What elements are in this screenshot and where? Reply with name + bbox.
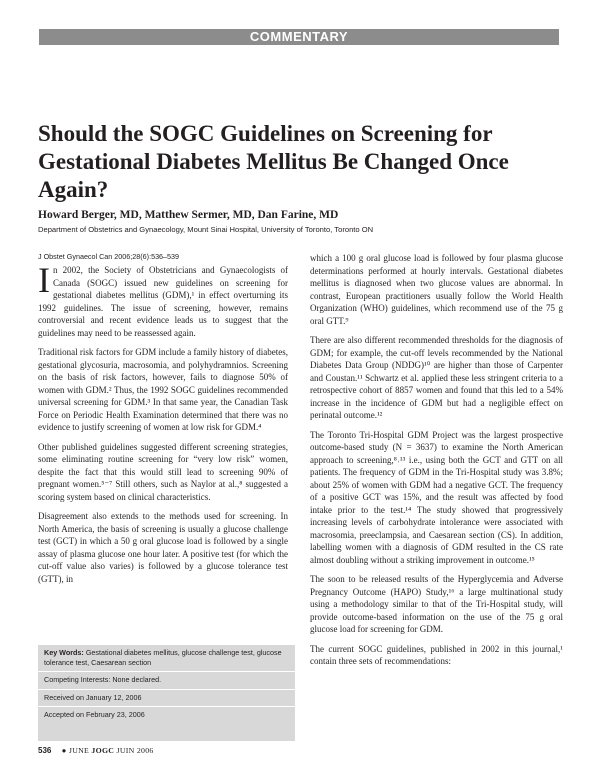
body-paragraph: The Toronto Tri-Hospital GDM Project was the largest prospective outcome-based study (N = 3637) to examine the North American approach to screening,⁸˒¹³ i.e., using both the GCT and GTT on all patients. The frequency of GDM in the Tri-Hospital study was 3.8%; about 25% of women with GDM had a negative GCT. The frequency of a positive GCT was 15%, and the result was affected by food intake prior to the test.¹⁴ The study showed that progressively increasing levels of carbohydrate intolerance were associated with macrosomia, preeclampsia, and Caesarean section (CS). In addition, labelling women with a diagnosis of GDM resulted in the CS rate almost doubling without a striking improvement in outcome.¹⁵ bbox=[310, 429, 563, 565]
keywords-text: Gestational diabetes mellitus, glucose challenge test, glucose tolerance test, Caesarean section bbox=[44, 648, 282, 667]
body-paragraph: Other published guidelines suggested different screening strategies, some eliminating routine screening for “very low risk” women, despite the fact that this would still lead to screening 90% of pregnant women.⁵⁻⁷ Still others, such as Naylor at al.,⁸ suggested a scoring system based on clinical characteristics. bbox=[38, 441, 288, 502]
body-paragraph: There are also different recommended thresholds for the diagnosis of GDM; for example, the cut-off levels recommended by the National Diabetes Data Group (NDDG)¹⁰ are higher than those of Carpenter and Coustan.¹¹ Schwartz et al. applied these less stringent criteria to a retrospective cohort of 8857 women and found that this led to a 54% increase in the incidence of GDM but had a negligible effect on perinatal outcome.¹² bbox=[310, 335, 563, 420]
body-paragraph: Disagreement also extends to the methods used for screening. In North America, the basis of screening is usually a glucose challenge test (GCT) in which a 50 g oral glucose load is followed by a single assay of plasma glucose one hour later. A positive test (for which the cut-off value also varies) is followed by a glucose tolerance test (GTT), in bbox=[38, 511, 288, 584]
journal-footer: ● JUNE JOGC JUIN 2006 bbox=[61, 746, 154, 755]
drop-cap: I bbox=[38, 260, 50, 300]
body-paragraph: The current SOGC guidelines, published in 2002 in this journal,¹ contain three sets of recommendations: bbox=[310, 643, 563, 666]
keywords bbox=[38, 645, 295, 671]
article-authors: Howard Berger, MD, Matthew Sermer, MD, Dan Farine, MD bbox=[38, 209, 339, 221]
competing-interests: Competing Interests: None declared. bbox=[38, 671, 295, 689]
bullet-icon: ● bbox=[61, 746, 67, 755]
page-footer bbox=[38, 746, 154, 755]
keywords-box bbox=[38, 645, 295, 741]
body-paragraph: which a 100 g oral glucose load is followed by four plasma glucose determinations performed at hourly intervals. Gestational diabetes mellitus is diagnosed when two glucose values are abnormal. In contrast, European practitioners usually follow the World Health Organization (WHO) guidelines, which recommend use of the 75 g oral GTT.⁹ bbox=[310, 253, 563, 326]
author-affiliation: Department of Obstetrics and Gynaecology, Mount Sinai Hospital, University of Toronto, Toronto ON bbox=[38, 225, 374, 234]
article-title: Should the SOGC Guidelines on Screening for Gestational Diabetes Mellitus Be Changed Once Again? bbox=[38, 121, 509, 202]
section-banner: COMMENTARY bbox=[39, 29, 559, 45]
journal-name: JOGC bbox=[91, 746, 115, 755]
body-column-left bbox=[38, 260, 288, 592]
body-paragraph: In 2002, the Society of Obstetricians and Gynaecologists of Canada (SOGC) issued new guidelines on screening for gestational diabetes mellitus (GDM),¹ in effect overturning its 1992 guidelines. The issue of screening, however, remains controversial and recent evidence leads us to suggest that the guidelines may need to be reassessed again. bbox=[38, 260, 288, 338]
body-paragraph: Traditional risk factors for GDM include a family history of diabetes, gestational glycosuria, macrosomia, and polyhydramnios. Screening on the basis of risk factors, however, fails to diagnose 50% of women with GDM.² Thus, the 1992 SOGC guidelines recommended universal screening for GDM.³ In that same year, the Canadian Task Force on Periodic Health Examination determined that there was no evidence to justify screening of women at low risk for GDM.⁴ bbox=[38, 347, 288, 432]
accepted-date: Accepted on February 23, 2006 bbox=[38, 706, 295, 724]
page-number: 536 bbox=[38, 746, 52, 755]
keywords-label: Key Words: bbox=[44, 648, 84, 657]
journal-citation: J Obstet Gynaecol Can 2006;28(6):536–539 bbox=[38, 252, 180, 261]
received-date: Received on January 12, 2006 bbox=[38, 689, 295, 707]
body-column-right bbox=[310, 252, 563, 675]
body-paragraph: The soon to be released results of the Hyperglycemia and Adverse Pregnancy Outcome (HAPO) Study,¹⁶ a large multinational study using a methodology similar to that of the Tri-Hospital study, will provide outcome-based information on the use of the 75 g oral glucose load for screening for GDM. bbox=[310, 574, 563, 634]
